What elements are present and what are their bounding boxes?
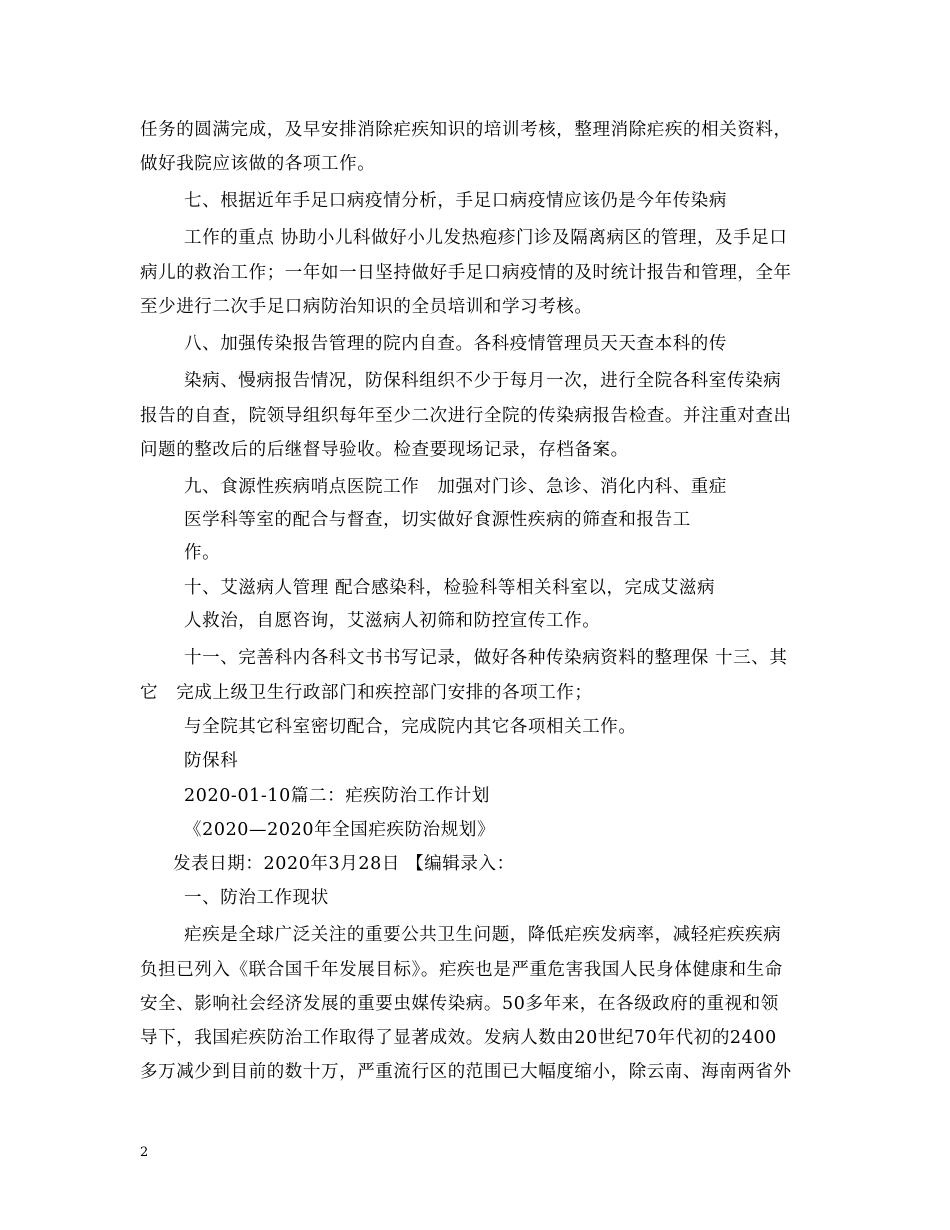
text-line: 安全、影响社会经济发展的重要虫媒传染病。50多年来，在各级政府的重视和领 [140, 994, 779, 1014]
text-line: 2020-01-10篇二：疟疾防治工作计划 [184, 786, 490, 806]
text-line: 病儿的救治工作；一年如一日坚持做好手足口病疫情的及时统计报告和管理，全年 [140, 263, 792, 283]
text-line: 与全院其它科室密切配合，完成院内其它各项相关工作。 [184, 717, 637, 737]
page-number: 2 [140, 1145, 149, 1160]
text-line: 发表日期：2020年3月28日 【编辑录入： [173, 854, 515, 874]
text-line: 多万减少到目前的数十万，严重流行区的范围已大幅度缩小，除云南、海南两省外 [140, 1062, 792, 1082]
text-line: 负担已列入《联合国千年发展目标》。疟疾也是严重危害我国人民身体健康和生命 [140, 960, 783, 980]
text-line: 任务的圆满完成，及早安排消除疟疾知识的培训考核，整理消除疟疾的相关资料， [140, 120, 792, 140]
text-line: 十、艾滋病人管理 配合感染科，检验科等相关科室以，完成艾滋病 [184, 578, 716, 598]
text-line: 至少进行二次手足口病防治知识的全员培训和学习考核。 [140, 297, 593, 317]
text-line: 七、根据近年手足口病疫情分析，手足口病疫情应该仍是今年传染病 [184, 191, 727, 211]
text-line: 八、加强传染报告管理的院内自查。各科疫情管理员天天查本科的传 [184, 334, 727, 354]
text-line: 防保科 [184, 751, 239, 771]
text-line: 做好我院应该做的各项工作。 [140, 154, 376, 174]
text-line: 疟疾是全球广泛关注的重要公共卫生问题，降低疟疾发病率，减轻疟疾疾病 [184, 925, 782, 945]
text-line: 染病、慢病报告情况，防保科组织不少于每月一次，进行全院各科室传染病 [184, 371, 782, 391]
text-line: 作。 [184, 543, 221, 563]
text-line: 十一、完善科内各科文书书写记录，做好各种传染病资料的整理保 十三、其 [184, 648, 788, 668]
text-line: 问题的整改后的后继督导验收。检查要现场记录，存档备案。 [140, 440, 629, 460]
text-line: 九、食源性疾病哨点医院工作 加强对门诊、急诊、消化内科、重症 [184, 477, 727, 497]
text-line: 导下，我国疟疾防治工作取得了显著成效。发病人数由20世纪70年代初的2400 [140, 1028, 777, 1048]
text-line: 人救治，自愿咨询，艾滋病人初筛和防控宣传工作。 [184, 611, 601, 631]
text-line: 它 完成上级卫生行政部门和疾控部门安排的各项工作； [140, 683, 593, 703]
text-line: 《2020—2020年全国疟疾防治规划》 [184, 820, 496, 840]
text-line: 工作的重点 协助小儿科做好小儿发热疱疹门诊及隔离病区的管理，及手足口 [184, 228, 788, 248]
text-line: 一、防治工作现状 [184, 888, 329, 908]
text-line: 报告的自查，院领导组织每年至少二次进行全院的传染病报告检查。并注重对查出 [140, 406, 792, 426]
text-line: 医学科等室的配合与督查，切实做好食源性疾病的筛查和报告工 [184, 510, 691, 530]
